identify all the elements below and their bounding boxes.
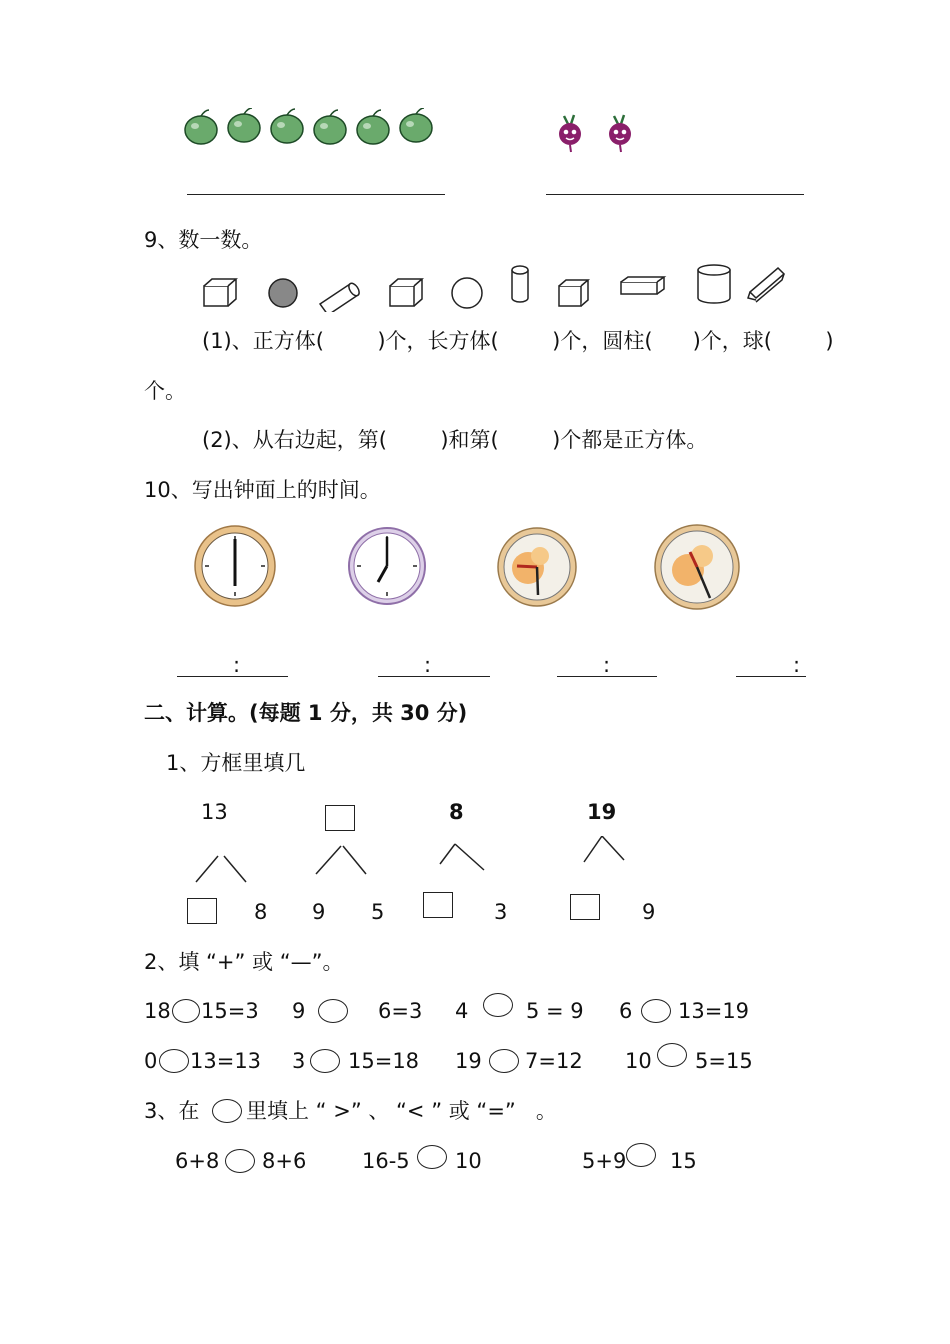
radish-icons bbox=[554, 112, 644, 154]
operator-circle[interactable] bbox=[641, 999, 671, 1023]
tree-right: 5 bbox=[371, 900, 385, 924]
compare-circle[interactable] bbox=[225, 1149, 255, 1173]
time-colon: : bbox=[603, 653, 611, 677]
cmp-right: 10 bbox=[455, 1149, 482, 1173]
eq-right: 13=13 bbox=[190, 1049, 262, 1073]
eq-left: 9 bbox=[292, 999, 306, 1023]
operator-circle[interactable] bbox=[489, 1049, 519, 1073]
eq-left: 19 bbox=[455, 1049, 482, 1073]
solid-shapes bbox=[200, 262, 800, 312]
tree-top: 8 bbox=[449, 800, 464, 824]
q9-title: 9、数一数。 bbox=[144, 228, 263, 252]
q9-part1-line2: 个。 bbox=[144, 379, 186, 403]
operator-circle[interactable] bbox=[310, 1049, 340, 1073]
eq-right: 5=15 bbox=[695, 1049, 753, 1073]
eq-right: 6=3 bbox=[378, 999, 423, 1023]
cmp-right: 15 bbox=[670, 1149, 697, 1173]
tree-right: 9 bbox=[642, 900, 656, 924]
compare-circle[interactable] bbox=[626, 1143, 656, 1167]
p2-title: 2、填 “+” 或 “—”。 bbox=[144, 950, 344, 974]
tree-left: 9 bbox=[312, 900, 326, 924]
radish-group bbox=[554, 112, 644, 154]
answer-line[interactable] bbox=[546, 194, 804, 195]
eq-right: 13=19 bbox=[678, 999, 750, 1023]
clock-icon bbox=[195, 526, 275, 606]
eq-left: 4 bbox=[455, 999, 469, 1023]
clock-icon bbox=[349, 528, 425, 604]
apple-icon bbox=[314, 110, 346, 144]
apple-icon bbox=[228, 108, 260, 142]
cmp-left: 5+9 bbox=[582, 1149, 627, 1173]
eq-left: 6 bbox=[619, 999, 633, 1023]
tree-top-box[interactable] bbox=[325, 805, 355, 831]
apple-icon bbox=[400, 108, 432, 142]
tree-branches bbox=[180, 836, 650, 886]
eq-left: 18 bbox=[144, 999, 171, 1023]
cuboid-icon bbox=[748, 268, 784, 302]
q9-part2: (2)、从右边起，第( )和第( )个都是正方体。 bbox=[202, 428, 708, 452]
solids-row bbox=[200, 262, 800, 312]
apple-group bbox=[183, 108, 443, 148]
operator-circle[interactable] bbox=[172, 999, 200, 1023]
clock-row bbox=[190, 522, 750, 614]
cmp-right: 8+6 bbox=[262, 1149, 307, 1173]
clocks bbox=[190, 522, 750, 614]
clock-icon bbox=[498, 528, 576, 606]
sphere-icon bbox=[269, 279, 297, 307]
apple-icons bbox=[183, 108, 443, 148]
tree-top: 13 bbox=[201, 800, 228, 824]
eq-right: 5 = 9 bbox=[526, 999, 584, 1023]
eq-left: 3 bbox=[292, 1049, 306, 1073]
cube-icon bbox=[390, 279, 422, 306]
eq-left: 10 bbox=[625, 1049, 652, 1073]
answer-line[interactable] bbox=[187, 194, 445, 195]
time-blank[interactable] bbox=[378, 676, 490, 677]
operator-circle[interactable] bbox=[159, 1049, 189, 1073]
apple-icon bbox=[271, 109, 303, 143]
operator-circle[interactable] bbox=[657, 1043, 687, 1067]
q10-title: 10、写出钟面上的时间。 bbox=[144, 478, 381, 502]
section-heading: 二、计算。(每题 1 分，共 30 分) bbox=[144, 701, 468, 725]
tree-top: 19 bbox=[587, 800, 617, 824]
cylinder-icon bbox=[698, 265, 730, 303]
clock-icon bbox=[655, 525, 739, 609]
apple-icon bbox=[185, 110, 217, 144]
compare-circle-example bbox=[212, 1099, 242, 1123]
tree-left-box[interactable] bbox=[187, 898, 217, 924]
p1-title: 1、方框里填几 bbox=[166, 751, 306, 775]
eq-right: 15=18 bbox=[348, 1049, 420, 1073]
apple-icon bbox=[357, 110, 389, 144]
p3-title-a: 3、在 bbox=[144, 1099, 200, 1123]
cylinder-icon bbox=[320, 281, 361, 312]
time-colon: : bbox=[233, 653, 241, 677]
tree-left-box[interactable] bbox=[423, 892, 453, 918]
radish-icon bbox=[559, 115, 581, 152]
eq-right: 15=3 bbox=[201, 999, 259, 1023]
cube-icon bbox=[204, 279, 236, 306]
tree-left-box[interactable] bbox=[570, 894, 600, 920]
sphere-icon bbox=[452, 278, 482, 308]
operator-circle[interactable] bbox=[318, 999, 348, 1023]
time-colon: : bbox=[793, 653, 801, 677]
q9-part1-line1: (1)、正方体( )个，长方体( )个，圆柱( )个，球( ) bbox=[202, 329, 834, 353]
cylinder-icon bbox=[512, 266, 528, 302]
compare-circle[interactable] bbox=[417, 1145, 447, 1169]
tree-right: 3 bbox=[494, 900, 508, 924]
branch-lines bbox=[180, 836, 650, 886]
time-colon: : bbox=[424, 653, 432, 677]
cuboid-icon bbox=[621, 277, 664, 294]
operator-circle[interactable] bbox=[483, 993, 513, 1017]
eq-left: 0 bbox=[144, 1049, 158, 1073]
cmp-left: 6+8 bbox=[175, 1149, 220, 1173]
radish-icon bbox=[609, 115, 631, 152]
p3-title-b: 里填上 “ >” 、 “< ” 或 “=” 。 bbox=[246, 1099, 557, 1123]
cmp-left: 16-5 bbox=[362, 1149, 410, 1173]
cube-icon bbox=[559, 280, 588, 306]
tree-right: 8 bbox=[254, 900, 268, 924]
eq-right: 7=12 bbox=[525, 1049, 583, 1073]
